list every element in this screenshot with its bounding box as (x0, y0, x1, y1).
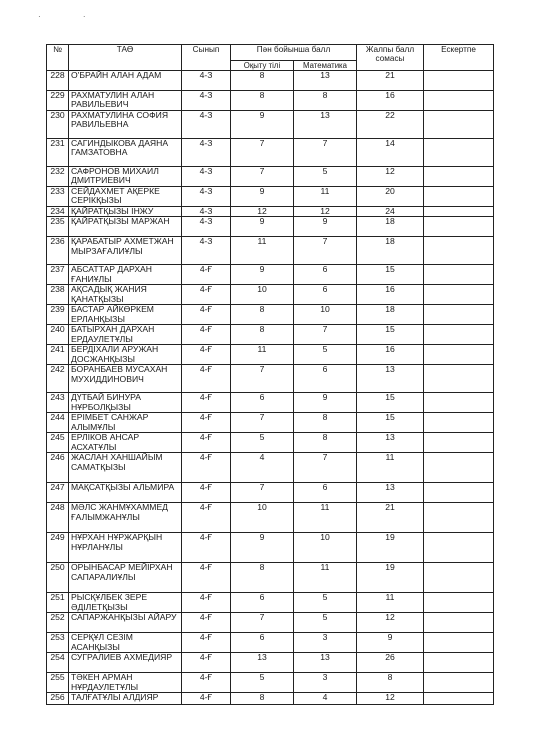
score-subject1: 5 (231, 673, 294, 693)
score-subject2: 12 (294, 207, 357, 217)
col-header-note: Ескертпе (424, 45, 494, 71)
note-cell (424, 453, 494, 483)
class-cell: 4-Ғ (182, 563, 231, 593)
table-row (47, 563, 494, 593)
note-cell (424, 413, 494, 433)
note-cell (424, 365, 494, 393)
score-subject1: 6 (231, 393, 294, 413)
score-total: 18 (357, 305, 424, 325)
score-subject1: 9 (231, 265, 294, 285)
col-header-class: Сынып (182, 45, 231, 71)
table-row (47, 325, 494, 345)
score-total: 11 (357, 453, 424, 483)
note-cell (424, 91, 494, 111)
student-name: О'БРАЙН АЛАН АДАМ (69, 71, 182, 91)
row-number: 251 (47, 593, 69, 613)
table-row (47, 217, 494, 237)
score-subject2: 5 (294, 613, 357, 633)
note-cell (424, 139, 494, 167)
table-row (47, 139, 494, 167)
table-row (47, 71, 494, 91)
table-row (47, 653, 494, 673)
table-row (47, 265, 494, 285)
col-header-total: Жалпы балл сомасы (357, 45, 424, 71)
score-subject1: 9 (231, 187, 294, 207)
student-name: РАХМАТУЛИНА СОФИЯ РАВИЛЬЕВНА (69, 111, 182, 139)
student-name: ДҮТБАЙ БИНУРА НҰРБОЛҚЫЗЫ (69, 393, 182, 413)
row-number: 249 (47, 533, 69, 563)
table-row (47, 187, 494, 207)
note-cell (424, 433, 494, 453)
score-subject2: 5 (294, 593, 357, 613)
scan-marks: · · (38, 12, 106, 21)
note-cell (424, 237, 494, 265)
score-total: 16 (357, 285, 424, 305)
note-cell (424, 345, 494, 365)
score-subject1: 7 (231, 413, 294, 433)
row-number: 241 (47, 345, 69, 365)
table-row (47, 533, 494, 563)
score-subject2: 8 (294, 91, 357, 111)
note-cell (424, 613, 494, 633)
note-cell (424, 393, 494, 413)
score-subject2: 10 (294, 533, 357, 563)
score-total: 16 (357, 91, 424, 111)
row-number: 229 (47, 91, 69, 111)
row-number: 231 (47, 139, 69, 167)
student-name: СУГРАЛИЕВ АХМЕДИЯР (69, 653, 182, 673)
results-table (46, 44, 494, 705)
class-cell: 4-Ғ (182, 413, 231, 433)
score-total: 21 (357, 503, 424, 533)
class-cell: 4-З (182, 111, 231, 139)
note-cell (424, 693, 494, 705)
table-row (47, 673, 494, 693)
row-number: 252 (47, 613, 69, 633)
table-row (47, 483, 494, 503)
score-subject1: 10 (231, 503, 294, 533)
col-header-name: ТАӨ (69, 45, 182, 71)
student-name: ҚАЙРАТҚЫЗЫ ІНЖУ (69, 207, 182, 217)
score-total: 13 (357, 433, 424, 453)
score-subject1: 11 (231, 237, 294, 265)
student-name: САПАРЖАНҚЫЗЫ АЙАРУ (69, 613, 182, 633)
score-subject2: 13 (294, 653, 357, 673)
table-row (47, 613, 494, 633)
student-name: БАТЫРХАН ДАРХАН ЕРДАУЛЕТҰЛЫ (69, 325, 182, 345)
class-cell: 4-Ғ (182, 305, 231, 325)
score-subject1: 6 (231, 593, 294, 613)
score-subject1: 5 (231, 433, 294, 453)
score-subject1: 7 (231, 167, 294, 187)
row-number: 234 (47, 207, 69, 217)
student-name: БАСТАР АЙКӨРКЕМ ЕРЛАНҚЫЗЫ (69, 305, 182, 325)
class-cell: 4-Ғ (182, 483, 231, 503)
score-subject2: 11 (294, 563, 357, 593)
row-number: 256 (47, 693, 69, 705)
row-number: 242 (47, 365, 69, 393)
table-row (47, 345, 494, 365)
score-subject2: 3 (294, 633, 357, 653)
score-subject2: 6 (294, 265, 357, 285)
score-subject1: 8 (231, 693, 294, 705)
score-total: 9 (357, 633, 424, 653)
class-cell: 4-З (182, 91, 231, 111)
note-cell (424, 503, 494, 533)
table-row (47, 393, 494, 413)
score-subject2: 8 (294, 413, 357, 433)
note-cell (424, 563, 494, 593)
row-number: 235 (47, 217, 69, 237)
class-cell: 4-Ғ (182, 533, 231, 563)
row-number: 244 (47, 413, 69, 433)
student-name: БЕРДІХАЛИ АРУЖАН ДОСЖАНҚЫЗЫ (69, 345, 182, 365)
score-subject2: 9 (294, 393, 357, 413)
score-subject2: 5 (294, 345, 357, 365)
row-number: 255 (47, 673, 69, 693)
student-name: ҚАРАБАТЫР АХМЕТЖАН МЫРЗАҒАЛИҰЛЫ (69, 237, 182, 265)
score-subject1: 8 (231, 325, 294, 345)
score-total: 15 (357, 393, 424, 413)
note-cell (424, 593, 494, 613)
class-cell: 4-Ғ (182, 285, 231, 305)
score-subject2: 6 (294, 285, 357, 305)
table-row (47, 413, 494, 433)
score-total: 18 (357, 237, 424, 265)
class-cell: 4-Ғ (182, 613, 231, 633)
row-number: 230 (47, 111, 69, 139)
class-cell: 4-З (182, 207, 231, 217)
score-subject1: 7 (231, 139, 294, 167)
class-cell: 4-З (182, 167, 231, 187)
score-total: 22 (357, 111, 424, 139)
score-subject2: 4 (294, 693, 357, 705)
class-cell: 4-Ғ (182, 653, 231, 673)
score-subject2: 13 (294, 71, 357, 91)
score-total: 20 (357, 187, 424, 207)
score-total: 14 (357, 139, 424, 167)
score-subject1: 8 (231, 71, 294, 91)
note-cell (424, 207, 494, 217)
note-cell (424, 653, 494, 673)
score-total: 12 (357, 693, 424, 705)
student-name: САФРОНОВ МИХАИЛ ДМИТРИЕВИЧ (69, 167, 182, 187)
score-total: 18 (357, 217, 424, 237)
student-name: РЫСҚҰЛБЕК ЗЕРЕ ӘДІЛЕТҚЫЗЫ (69, 593, 182, 613)
col-header-subject1: Оқыту тілі (231, 61, 294, 71)
row-number: 243 (47, 393, 69, 413)
note-cell (424, 285, 494, 305)
score-subject1: 9 (231, 217, 294, 237)
student-name: АБСАТТАР ДАРХАН ҒАНИҰЛЫ (69, 265, 182, 285)
score-total: 19 (357, 563, 424, 593)
class-cell: 4-Ғ (182, 265, 231, 285)
col-header-no: № (47, 45, 69, 71)
score-subject1: 11 (231, 345, 294, 365)
student-name: НҰРХАН НҰРЖАРҚЫН НҰРЛАНҰЛЫ (69, 533, 182, 563)
class-cell: 4-Ғ (182, 433, 231, 453)
note-cell (424, 187, 494, 207)
student-name: МӘЛС ЖАНМҰХАММЕД ҒАЛЫМЖАНҰЛЫ (69, 503, 182, 533)
col-header-subject-group: Пән бойынша балл (231, 45, 357, 61)
table-row (47, 305, 494, 325)
note-cell (424, 167, 494, 187)
score-total: 8 (357, 673, 424, 693)
student-name: ЕРІМБЕТ САНЖАР АЛЫМҰЛЫ (69, 413, 182, 433)
row-number: 246 (47, 453, 69, 483)
class-cell: 4-З (182, 187, 231, 207)
row-number: 228 (47, 71, 69, 91)
row-number: 254 (47, 653, 69, 673)
row-number: 236 (47, 237, 69, 265)
score-total: 21 (357, 71, 424, 91)
student-name: АҚСАДЫҚ ЖАНИЯ ҚАНАТҚЫЗЫ (69, 285, 182, 305)
row-number: 253 (47, 633, 69, 653)
student-name: ТАЛҒАТҰЛЫ АЛДИЯР (69, 693, 182, 705)
score-subject1: 10 (231, 285, 294, 305)
table-row (47, 111, 494, 139)
class-cell: 4-Ғ (182, 393, 231, 413)
student-name: ҚАЙРАТҚЫЗЫ МАРЖАН (69, 217, 182, 237)
table-row (47, 593, 494, 613)
class-cell: 4-З (182, 139, 231, 167)
row-number: 245 (47, 433, 69, 453)
score-subject2: 6 (294, 483, 357, 503)
score-total: 11 (357, 593, 424, 613)
table-row (47, 633, 494, 653)
table-row (47, 433, 494, 453)
score-total: 12 (357, 613, 424, 633)
score-subject2: 7 (294, 139, 357, 167)
score-total: 13 (357, 483, 424, 503)
class-cell: 4-З (182, 71, 231, 91)
student-name: СЕЙДАХМЕТ АҚЕРКЕ СЕРІКҚЫЗЫ (69, 187, 182, 207)
score-subject2: 7 (294, 237, 357, 265)
student-name: РАХМАТУЛИН АЛАН РАВИЛЬЕВИЧ (69, 91, 182, 111)
note-cell (424, 305, 494, 325)
table-row (47, 453, 494, 483)
table-row (47, 167, 494, 187)
score-subject1: 8 (231, 305, 294, 325)
score-subject2: 6 (294, 365, 357, 393)
student-name: ЕРЛІКОВ АНСАР АСХАТҰЛЫ (69, 433, 182, 453)
row-number: 238 (47, 285, 69, 305)
score-subject1: 12 (231, 207, 294, 217)
row-number: 232 (47, 167, 69, 187)
score-subject1: 6 (231, 633, 294, 653)
score-subject1: 9 (231, 111, 294, 139)
row-number: 247 (47, 483, 69, 503)
score-subject1: 8 (231, 91, 294, 111)
class-cell: 4-Ғ (182, 673, 231, 693)
class-cell: 4-З (182, 237, 231, 265)
note-cell (424, 483, 494, 503)
table-row (47, 693, 494, 705)
student-name: МАҚСАТҚЫЗЫ АЛЬМИРА (69, 483, 182, 503)
score-total: 13 (357, 365, 424, 393)
student-name: БОРАНБАЕВ МУСАХАН МУХИДДИНОВИЧ (69, 365, 182, 393)
row-number: 248 (47, 503, 69, 533)
score-subject1: 7 (231, 613, 294, 633)
table-row (47, 503, 494, 533)
col-header-subject2: Математика (294, 61, 357, 71)
class-cell: 4-Ғ (182, 453, 231, 483)
score-subject2: 11 (294, 187, 357, 207)
score-subject1: 7 (231, 483, 294, 503)
note-cell (424, 111, 494, 139)
score-total: 12 (357, 167, 424, 187)
row-number: 239 (47, 305, 69, 325)
class-cell: 4-Ғ (182, 633, 231, 653)
student-name: СЕРҚҰЛ СЕЗІМ АСАНҚЫЗЫ (69, 633, 182, 653)
class-cell: 4-Ғ (182, 325, 231, 345)
row-number: 250 (47, 563, 69, 593)
note-cell (424, 673, 494, 693)
row-number: 240 (47, 325, 69, 345)
row-number: 237 (47, 265, 69, 285)
class-cell: 4-Ғ (182, 365, 231, 393)
note-cell (424, 633, 494, 653)
row-number: 233 (47, 187, 69, 207)
score-subject2: 9 (294, 217, 357, 237)
score-subject1: 7 (231, 365, 294, 393)
score-subject1: 13 (231, 653, 294, 673)
score-subject2: 5 (294, 167, 357, 187)
score-subject1: 9 (231, 533, 294, 563)
score-subject1: 4 (231, 453, 294, 483)
score-subject2: 7 (294, 453, 357, 483)
score-subject2: 8 (294, 433, 357, 453)
note-cell (424, 325, 494, 345)
class-cell: 4-З (182, 217, 231, 237)
score-total: 15 (357, 325, 424, 345)
score-subject1: 8 (231, 563, 294, 593)
student-name: САГИНДЫКОВА ДАЯНА ГАМЗАТОВНА (69, 139, 182, 167)
table-row (47, 237, 494, 265)
student-name: ТӘКЕН АРМАН НҰРДАУЛЕТҰЛЫ (69, 673, 182, 693)
score-total: 19 (357, 533, 424, 563)
class-cell: 4-Ғ (182, 593, 231, 613)
score-subject2: 3 (294, 673, 357, 693)
score-total: 15 (357, 413, 424, 433)
score-subject2: 13 (294, 111, 357, 139)
class-cell: 4-Ғ (182, 345, 231, 365)
note-cell (424, 217, 494, 237)
table-row (47, 285, 494, 305)
table-row (47, 365, 494, 393)
student-name: ОРЫНБАСАР МЕЙІРХАН САПАРАЛИҰЛЫ (69, 563, 182, 593)
note-cell (424, 71, 494, 91)
score-subject2: 7 (294, 325, 357, 345)
class-cell: 4-Ғ (182, 503, 231, 533)
score-total: 16 (357, 345, 424, 365)
class-cell: 4-Ғ (182, 693, 231, 705)
note-cell (424, 265, 494, 285)
note-cell (424, 533, 494, 563)
score-total: 26 (357, 653, 424, 673)
score-total: 15 (357, 265, 424, 285)
score-subject2: 10 (294, 305, 357, 325)
student-name: ЖАСЛАН ХАНШАЙЫМ САМАТҚЫЗЫ (69, 453, 182, 483)
score-subject2: 11 (294, 503, 357, 533)
table-row (47, 91, 494, 111)
score-total: 24 (357, 207, 424, 217)
table-body (47, 71, 494, 705)
